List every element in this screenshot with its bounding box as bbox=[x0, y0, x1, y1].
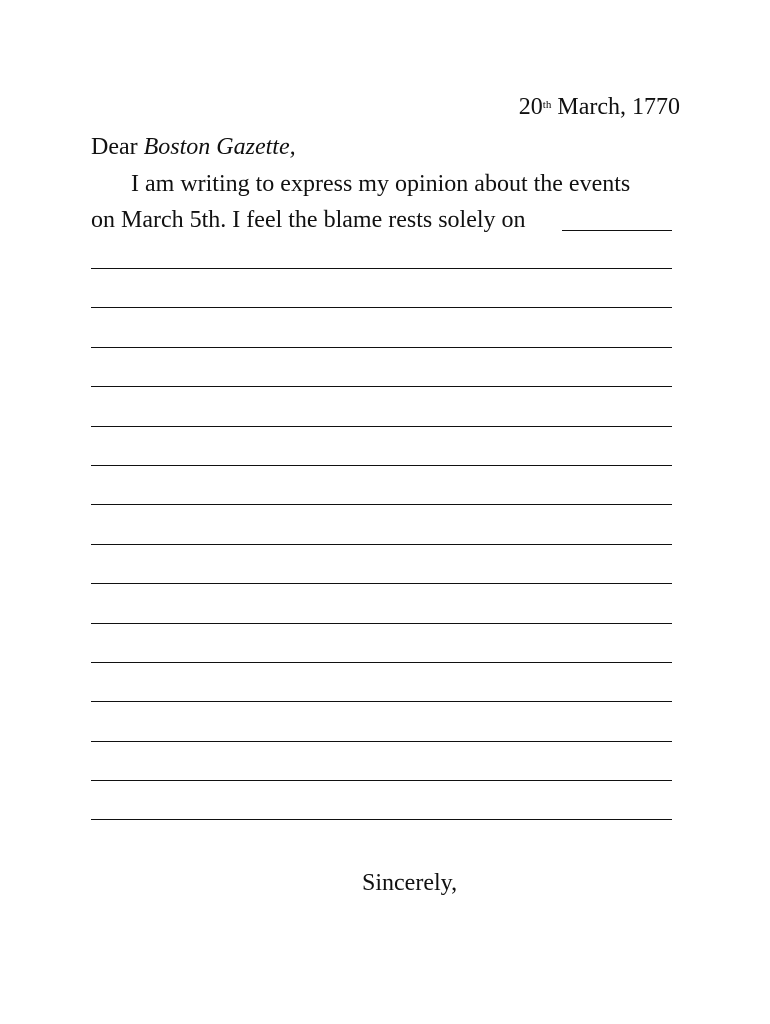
body-text-line-1: I am writing to express my opinion about the events bbox=[131, 171, 631, 197]
newspaper-name: Boston Gazette, bbox=[143, 134, 296, 160]
date-day: 20 bbox=[518, 94, 543, 120]
date-suffix: th bbox=[542, 99, 552, 111]
writing-line[interactable] bbox=[91, 780, 672, 781]
writing-lines-area[interactable] bbox=[91, 268, 672, 859]
writing-line[interactable] bbox=[91, 465, 672, 466]
closing: Sincerely, bbox=[362, 870, 458, 896]
writing-line[interactable] bbox=[91, 741, 672, 742]
writing-line[interactable] bbox=[91, 504, 672, 505]
inline-answer-blank[interactable] bbox=[562, 230, 672, 231]
writing-line[interactable] bbox=[91, 623, 672, 624]
writing-line[interactable] bbox=[91, 268, 672, 269]
writing-line[interactable] bbox=[91, 544, 672, 545]
writing-line[interactable] bbox=[91, 583, 672, 584]
writing-line[interactable] bbox=[91, 819, 672, 820]
writing-line[interactable] bbox=[91, 426, 672, 427]
writing-line[interactable] bbox=[91, 662, 672, 663]
writing-line[interactable] bbox=[91, 307, 672, 308]
body-text-line-2: on March 5th. I feel the blame rests solely on bbox=[91, 207, 526, 233]
letter-date bbox=[519, 92, 680, 122]
date-month-year: March, 1770 bbox=[557, 94, 680, 120]
writing-line[interactable] bbox=[91, 347, 672, 348]
writing-line[interactable] bbox=[91, 701, 672, 702]
salutation-prefix: Dear bbox=[91, 134, 138, 160]
salutation bbox=[91, 132, 296, 162]
writing-line[interactable] bbox=[91, 386, 672, 387]
